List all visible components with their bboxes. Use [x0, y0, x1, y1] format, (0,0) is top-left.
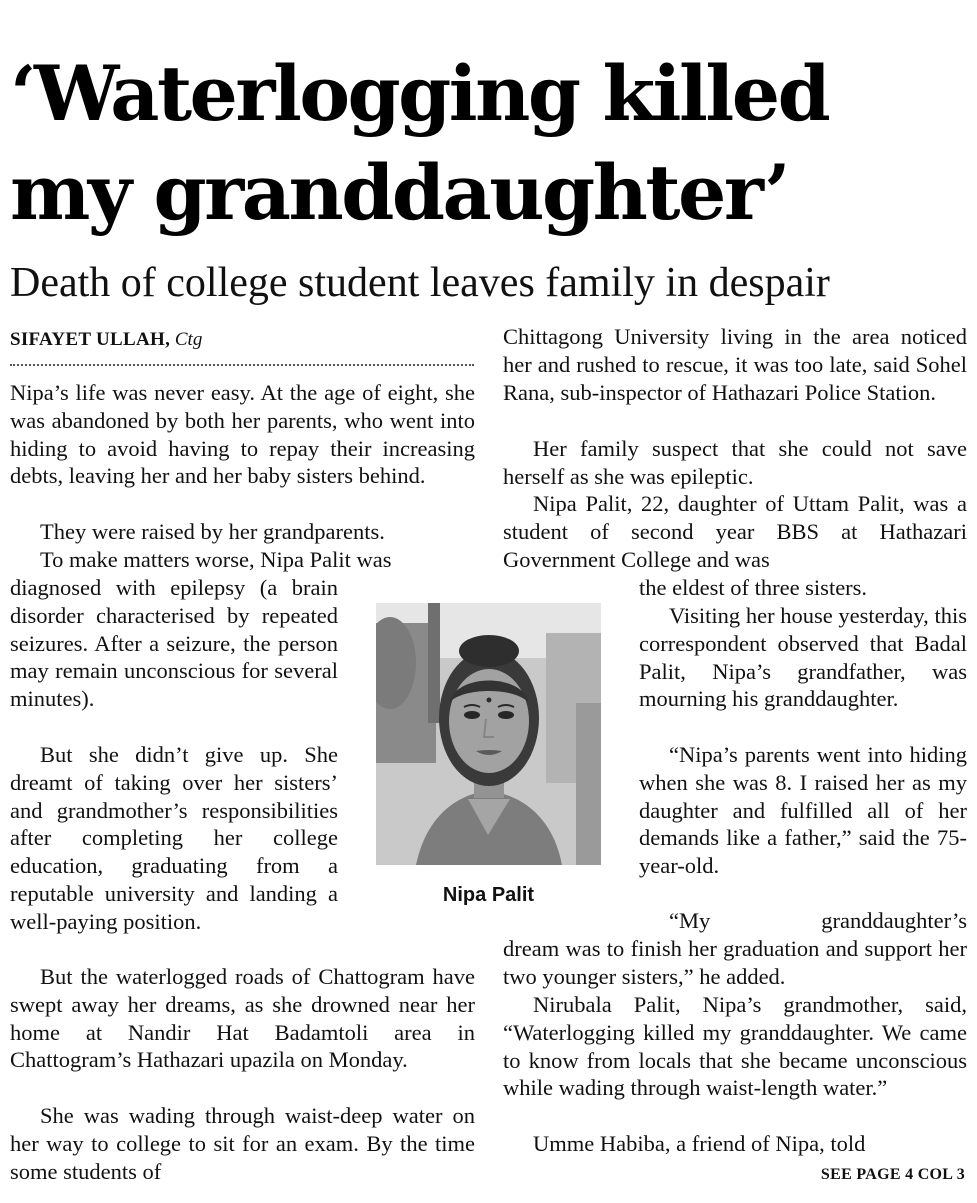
- paragraph-11: the eldest of three sisters.: [639, 575, 868, 600]
- subheadline: Death of college student leaves family in despair: [10, 260, 830, 306]
- photo-caption: Nipa Palit: [442, 884, 535, 906]
- paragraph-10: Nipa Palit, 22, daughter of Uttam Palit, was a student of second year BBS at Hathazari Government College and was: [503, 491, 967, 572]
- paragraph-3: To make matters worse, Nipa Palit was: [40, 547, 392, 572]
- paragraph-7: She was wading through waist-deep water on her way to college to sit for an exam. By the time some students of: [10, 1103, 475, 1184]
- paragraph-9: Her family suspect that she could not save herself as she was epileptic.: [503, 436, 967, 489]
- portrait-photo: [376, 603, 601, 865]
- portrait-image: [376, 603, 601, 865]
- paragraph-8: Chittagong University living in the area noticed her and rushed to rescue, it was too late, said Sohel Rana, sub-inspector of Hathazari Police Station.: [503, 324, 967, 405]
- paragraph-2: They were raised by her grandparents.: [40, 519, 385, 544]
- byline: [10, 328, 475, 352]
- byline-author: SIFAYET ULLAH,: [10, 329, 171, 350]
- paragraph-13: “Nipa’s parents went into hiding when she was 8. I raised her as my daughter and fulfilled all of her demands like a father,” said the 75-year-old.: [639, 742, 967, 879]
- byline-divider: [10, 364, 474, 366]
- headline: [10, 44, 970, 242]
- paragraph-14: “My granddaughter’s: [669, 908, 967, 933]
- paragraph-1: Nipa’s life was never easy. At the age of eight, she was abandoned by both her parents, who went into hiding to avoid having to repay their increasing debts, leaving her and her baby sisters behind.: [10, 380, 475, 489]
- paragraph-12: Visiting her house yesterday, this correspondent observed that Badal Palit, Nipa’s grandfather, was mourning his granddaughter.: [639, 603, 967, 712]
- paragraph-16: Nirubala Palit, Nipa’s grandmother, said, “Waterlogging killed my granddaughter. We came to know from locals that she became unconscious while wading through waist-length water.”: [503, 992, 967, 1101]
- byline-location: Ctg: [174, 329, 203, 350]
- headline-line-1: ‘Waterlogging killed: [10, 49, 829, 138]
- headline-line-2: my granddaughter’: [10, 148, 789, 237]
- paragraph-4: diagnosed with epilepsy (a brain disorder characterised by repeated seizures. After a seizure, the person may remain unconscious for several minutes).: [10, 575, 338, 712]
- paragraph-6: But the waterlogged roads of Chattogram have swept away her dreams, as she drowned near her home at Nandir Hat Badamtoli area in Chattogram’s Hathazari upazila on Monday.: [10, 964, 475, 1073]
- paragraph-17: Umme Habiba, a friend of Nipa, told: [533, 1131, 866, 1156]
- paragraph-5: But she didn’t give up. She dreamt of taking over her sisters’ and grandmother’s responsibilities after completing her college education, graduating from a reputable university and landing a well-paying position.: [10, 742, 338, 934]
- continuation-jump-line[interactable]: SEE PAGE 4 COL 3: [820, 1166, 965, 1183]
- paragraph-15: dream was to finish her graduation and support her two younger sisters,” he added.: [503, 936, 967, 989]
